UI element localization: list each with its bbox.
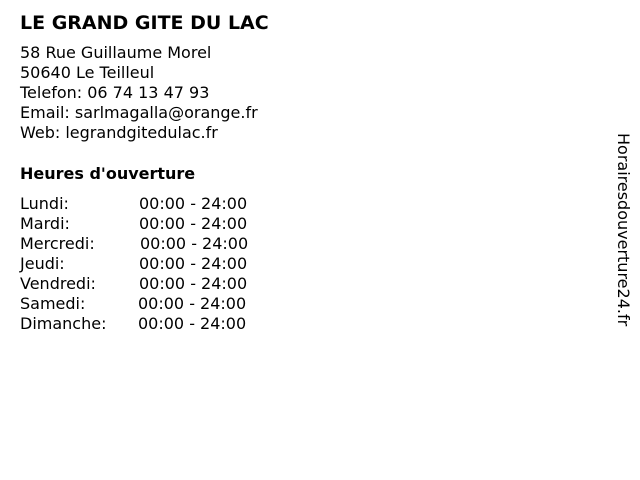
time-range: 00:00 - 24:00	[139, 274, 248, 293]
site-watermark	[612, 133, 634, 343]
hours-row-dimanche	[20, 314, 270, 334]
email-address: Email: sarlmagalla@orange.fr	[20, 103, 258, 122]
site-watermark-text: Horairesdouverture24.fr	[614, 133, 633, 327]
hours-row-lundi	[20, 194, 270, 214]
time-range: 00:00 - 24:00	[139, 254, 248, 273]
hours-row-mardi	[20, 214, 270, 234]
hours-row-mercredi	[20, 234, 270, 254]
day-label: Mercredi:	[20, 234, 95, 253]
hours-row-samedi	[20, 294, 270, 314]
hours-row-jeudi	[20, 254, 270, 274]
day-label: Jeudi:	[20, 254, 65, 273]
phone-number: Telefon: 06 74 13 47 93	[20, 83, 210, 102]
day-label: Lundi:	[20, 194, 69, 213]
city-postcode: 50640 Le Teilleul	[20, 63, 155, 82]
time-range: 00:00 - 24:00	[139, 194, 248, 213]
time-range: 00:00 - 24:00	[138, 294, 247, 313]
day-label: Samedi:	[20, 294, 86, 313]
opening-hours-heading: Heures d'ouverture	[20, 164, 196, 183]
day-label: Dimanche:	[20, 314, 107, 333]
business-name: LE GRAND GITE DU LAC	[20, 12, 269, 34]
opening-hours-table	[20, 194, 270, 334]
time-range: 00:00 - 24:00	[138, 314, 247, 333]
day-label: Mardi:	[20, 214, 70, 233]
website: Web: legrandgitedulac.fr	[20, 123, 218, 142]
time-range: 00:00 - 24:00	[139, 214, 248, 233]
contact-block	[20, 43, 258, 143]
day-label: Vendredi:	[20, 274, 96, 293]
time-range: 00:00 - 24:00	[140, 234, 249, 253]
street-address: 58 Rue Guillaume Morel	[20, 43, 212, 62]
hours-row-vendredi	[20, 274, 270, 294]
